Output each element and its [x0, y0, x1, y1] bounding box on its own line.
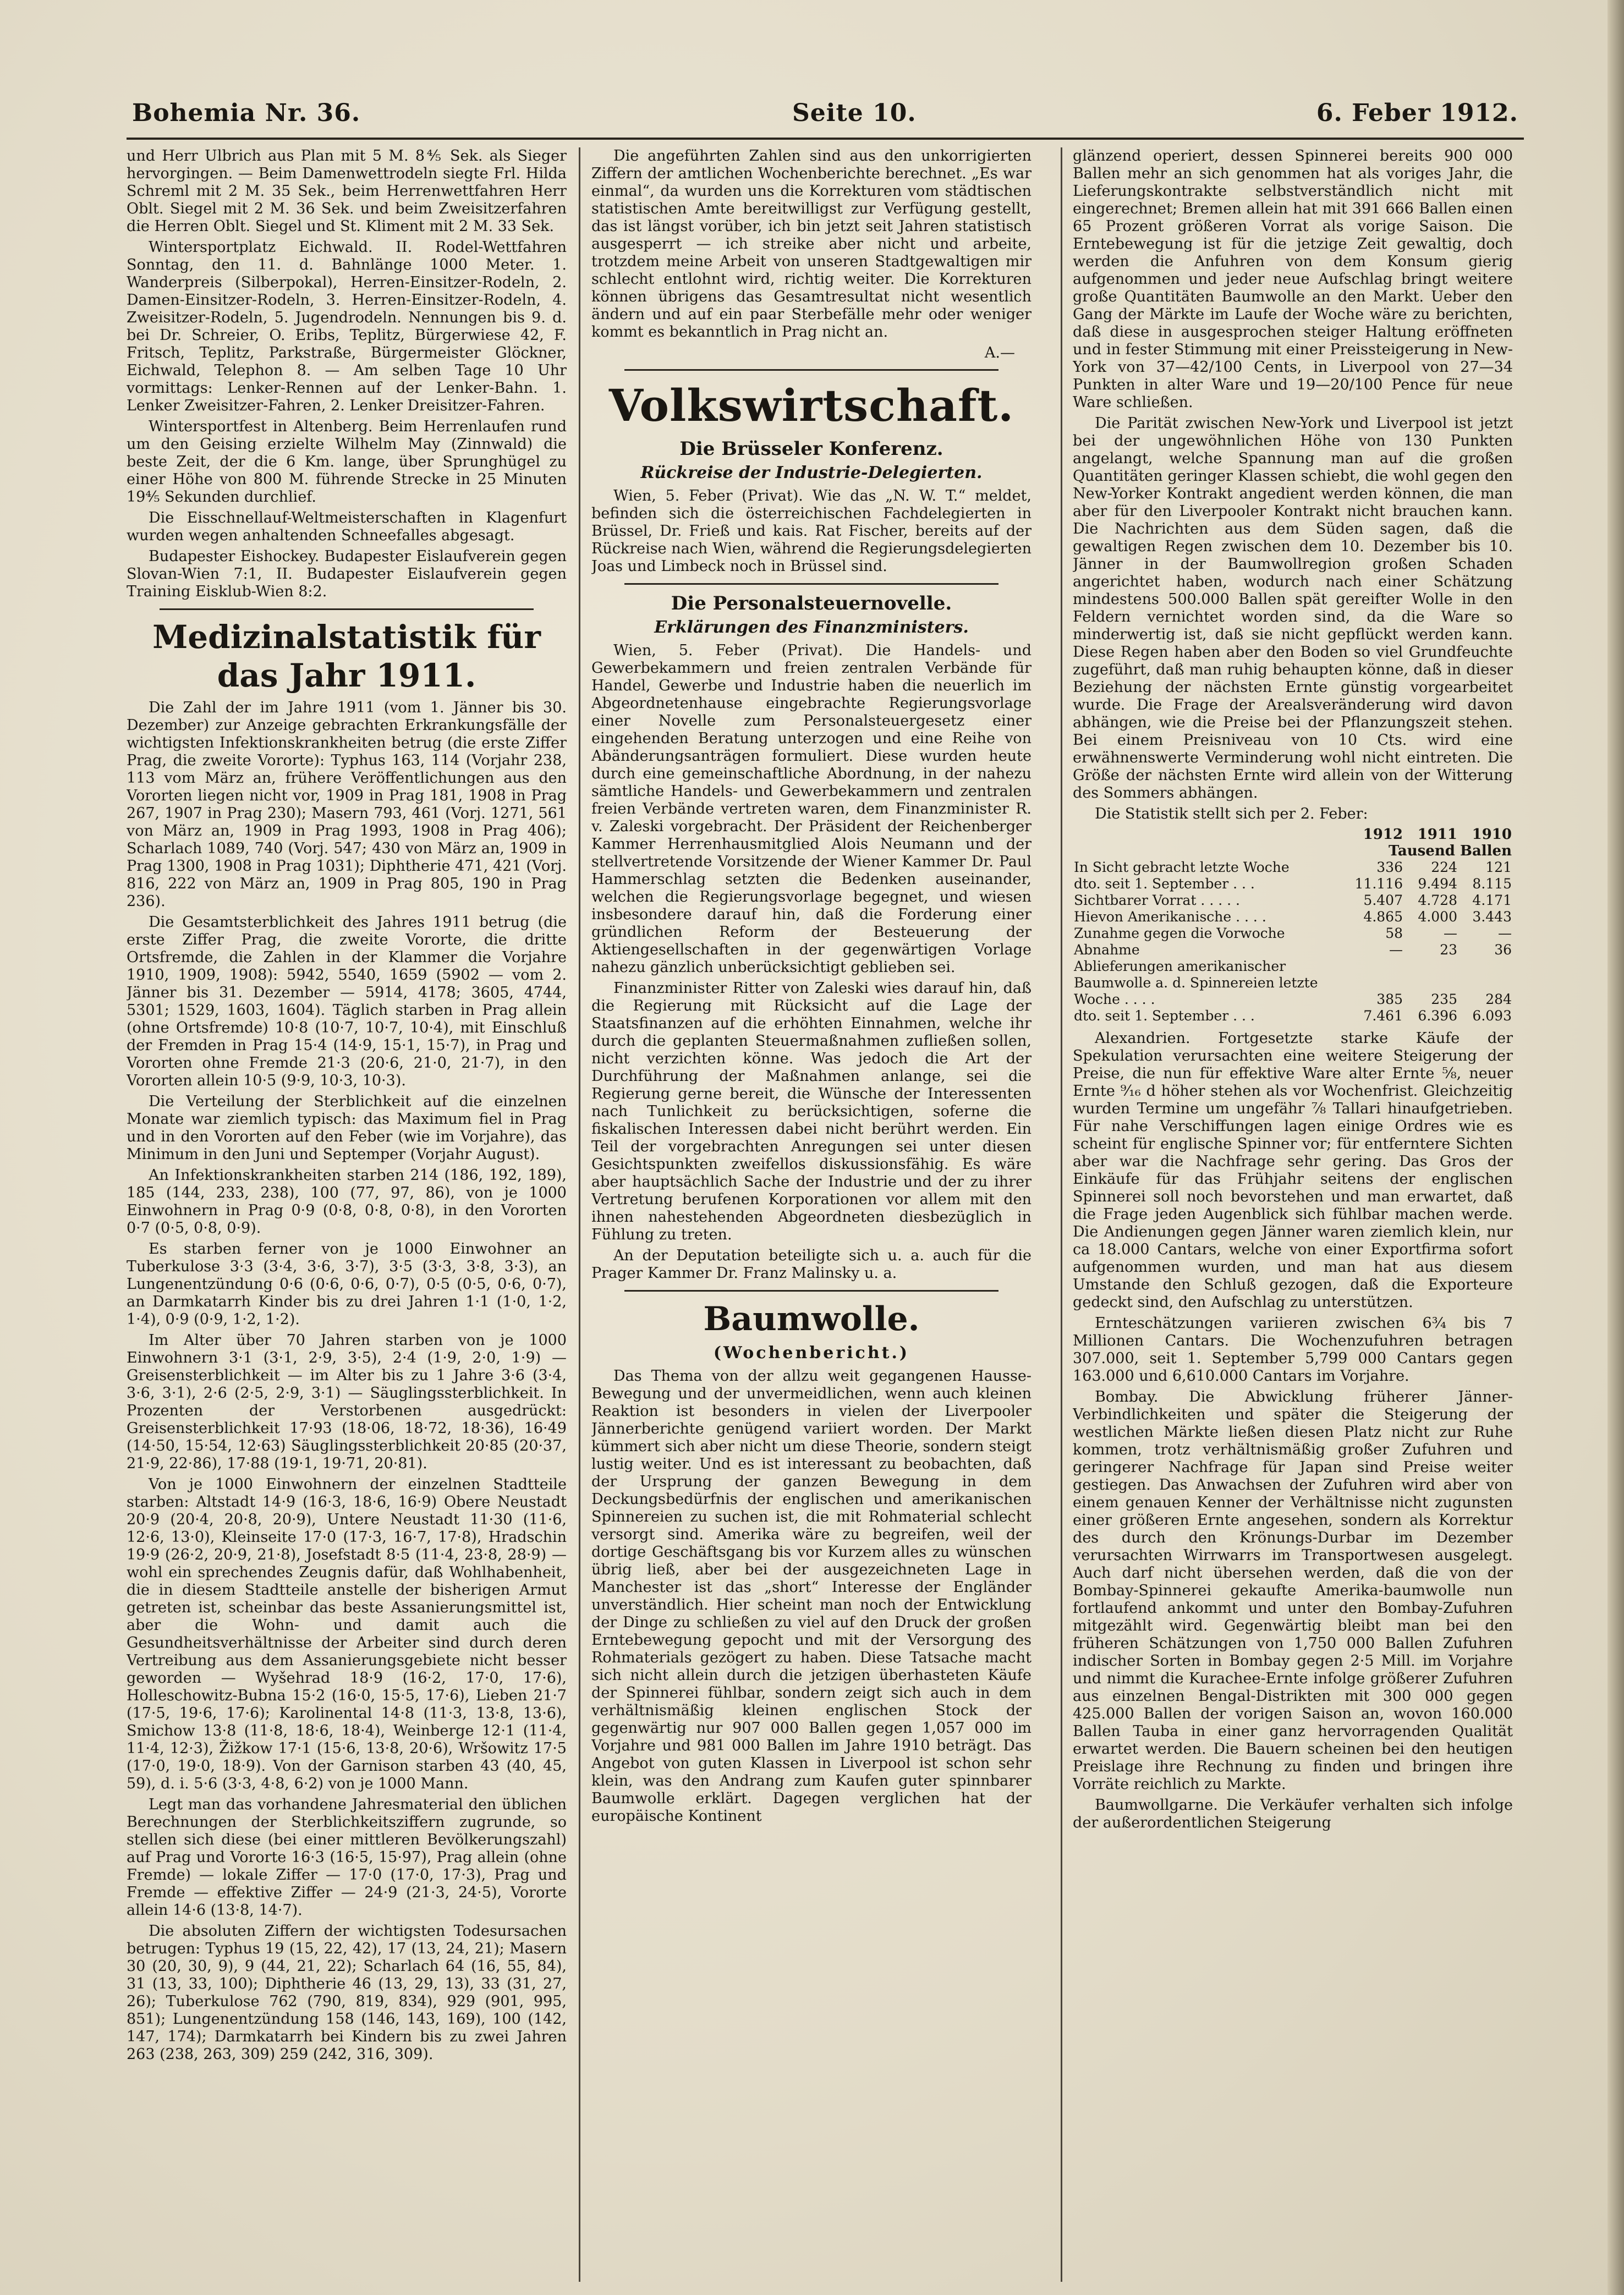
- cell-value: 23: [1440, 942, 1457, 958]
- cell-value: 4.171: [1472, 892, 1512, 908]
- article-paragraph: Wien, 5. Feber (Privat). Wie das „N. W. T.“ meldet, befinden sich die österreichischen Fachdelegierten in Brüssel, Dr. Frieß und kais. Rat Fischer, bereits auf der Rückreise nach Wien, während die Regierungsdelegierten Joas und Limbeck noch in Brüssel sind.: [591, 487, 1032, 575]
- table-row: [1073, 942, 1513, 958]
- column-3: [1073, 147, 1513, 2282]
- article-paragraph: Alexandrien. Fortgesetzte starke Käufe der Spekulation verursachten eine weitere Steigerung der Preise, die nun für effektive Ware alter Ernte ⅝, neuer Ernte ⁹⁄₁₆ d höher stehen als vor Wochenfrist. Gleichzeitig wurden Termine um ungefähr ⅞ Tallari hinaufgetrieben. Für nahe Verschiffungen lagen einige Ordres wie es scheint für englische Spinner vor; für entferntere Sichten aber war die Nachfrage sehr gering. Das Gros der Einkäufe für das Frühjahr seitens der englischen Spinnerei soll noch bevorstehen und man erwartet, daß die Frage jeden Augenblick sich fühlbar machen werde. Die Andienungen gegen Jänner waren ziemlich klein, nur ca 18.000 Cantars, welche von einer Exportfirma sofort aufgenommen wurden, und man hat aus diesem Umstande den Schluß gezogen, daß die Exporteure gedeckt sind, den Aufschlag zu unterstützen.: [1073, 1030, 1513, 1311]
- article-subtitle: (Wochenbericht.): [713, 1343, 910, 1363]
- article-paragraph: Die Verteilung der Sterblichkeit auf die einzelnen Monate war ziemlich typisch: das Maximum fiel in Prag und in den Vororten auf den Feber (wie im Vorjahre), das Minimum in den Juni und Septemper (Vorjahr August).: [127, 1093, 567, 1163]
- article-paragraph: Ernteschätzungen variieren zwischen 6¾ bis 7 Millionen Cantars. Die Wochenzufuhren betragen 307.000, seit 1. September 5,799 000 Cantars gegen 163.000 und 6,610.000 Cantars im Vorjahre.: [1073, 1315, 1513, 1385]
- sports-paragraph: Wintersportfest in Altenberg. Beim Herrenlaufen rund um den Geising erzielte Wilhelm May (Zinnwald) die beste Zeit, der die 6 Km. lange, über Sprunghügel zu einer Höhe von 800 M. führende Strecke in 25 Minuten 19⅘ Sekunden durchlief.: [127, 418, 567, 506]
- article-title-personalsteuernovelle: Die Personalsteuernovelle.: [671, 592, 952, 614]
- cell-value: —: [1444, 925, 1457, 941]
- article-paragraph: Baumwollgarne. Die Verkäufer verhalten sich infolge der außerordentlichen Steigerung: [1073, 1797, 1513, 1831]
- row-label: Sichtbarer Vorrat . . . . .: [1074, 892, 1240, 908]
- cell-value: 284: [1485, 991, 1512, 1007]
- author-signature: A.—: [984, 344, 1015, 361]
- cell-value: 4.728: [1418, 892, 1457, 908]
- article-paragraph: Im Alter über 70 Jahren starben von je 1000 Einwohnern 3·1 (3·1, 2·9, 3·5), 2·4 (1·9, 2·0, 1·9) — Greisensterblichkeit — im Alter bis zu 1 Jahre 3·6 (3·4, 3·6, 3·1), 2·6 (2·5, 2·9, 3·1) — Säuglingssterblichkeit. In Prozenten der Verstorbenen ausgedrückt: Greisensterblichkeit 17·93 (18·06, 18·72, 18·36), 16·49 (14·50, 15·54, 12·63) Säuglingssterblichkeit 20·85 (20·37, 21·9, 22·86), 17·88 (19·1, 19·71, 20·81).: [127, 1332, 567, 1472]
- sports-paragraph: Wintersportplatz Eichwald. II. Rodel-Wettfahren Sonntag, den 11. d. Bahnlänge 1000 Meter. 1. Wanderpreis (Silberpokal), Herren-Einsitzer-Rodeln, 2. Damen-Einsitzer-Rodeln, 3. Herren-Einsitzer-Rodeln, 4. Zweisitzer-Rodeln, 5. Jugendrodeln. Nennungen bis 9. d. bei Dr. Schreier, O. Eribs, Teplitz, Bürgerwiese 42, F. Fritsch, Teplitz, Parkstraße, Bürgermeister Glöckner, Eichwald, Telephon 8. — Am selben Tage 10 Uhr vormittags: Lenker-Rennen auf der Lenker-Bahn. 1. Lenker Zweisitzer-Fahren, 2. Lenker Dreisitzer-Fahren.: [127, 239, 567, 414]
- page-number: Seite 10.: [792, 99, 917, 127]
- cell-value: 4.000: [1418, 909, 1457, 925]
- stats-intro: Die Statistik stellt sich per 2. Feber:: [1095, 805, 1368, 822]
- cell-value: —: [1389, 942, 1403, 958]
- cell-value: 6.396: [1418, 1008, 1457, 1024]
- table-header-row: [1073, 826, 1513, 843]
- article-paragraph: Die Gesamtsterblichkeit des Jahres 1911 betrug (die erste Ziffer Prag, die zweite Vororte, die dritte Ortsfremde, die Zahlen in der Klammer die Vorjahre 1910, 1909, 1908): 5942, 5540, 1659 (5902 — vom 2. Jänner bis 31. Dezember — 5914, 4178; 3605, 4744, 5301; 1529, 1603, 1604). Täglich starben in Prag allein (ohne Ortsfremde) 10·8 (10·7, 10·7, 10·4), mit Einschluß der Fremden in Prag 15·4 (14·9, 15·1, 15·7), in Prag und Vororten ohne Fremde 21·3 (20·6, 21·0, 21·7), in den Vororten allein 10·5 (9·9, 10·3, 10·3).: [127, 914, 567, 1089]
- article-paragraph: Von je 1000 Einwohnern der einzelnen Stadtteile starben: Altstadt 14·9 (16·3, 18·6, 16·9) Obere Neustadt 20·9 (20·4, 20·8, 20·9), Untere Neustadt 11·30 (11·6, 12·6, 13·0), Kleinseite 17·0 (17·3, 16·7, 17·8), Hradschin 19·9 (26·2, 20·9, 21·8), Josefstadt 8·5 (11·4, 23·8, 28·9) — wohl ein sprechendes Zeugnis dafür, daß Wohlhabenheit, die in diesem Stadtteile anstelle der bisherigen Armut getreten ist, scheinbar das beste Assanierungsmittel ist, aber die Wohn- und damit auch die Gesundheitsverhältnisse der Arbeiter sind durch deren Vertreibung aus dem Assanierungsgebiete nicht besser geworden — Wyšehrad 18·9 (16·2, 17·0, 17·6), Holleschowitz-Bubna 15·2 (16·0, 15·5, 17·6), Lieben 21·7 (17·5, 19·6, 17·6); Karolinental 14·8 (11·3, 13·8, 13·6), Smichow 13·8 (11·8, 18·6, 18·4), Weinberge 12·1 (11·4, 11·4, 12·3), Žižkow 17·1 (15·6, 13·8, 20·6), Wršowitz 17·5 (17·0, 19·0, 18·9). Von der Garnison starben 43 (40, 45, 59), d. i. 5·6 (3·3, 4·8, 6·2) von je 1000 Mann.: [127, 1476, 567, 1792]
- cell-value: —: [1498, 925, 1512, 941]
- cell-value: 4.865: [1363, 909, 1403, 925]
- year-header: 1911: [1417, 826, 1457, 843]
- row-label: In Sicht gebracht letzte Woche: [1074, 859, 1290, 875]
- article-paragraph: glänzend operiert, dessen Spinnerei bereits 900 000 Ballen mehr an sich genommen hat als voriges Jahr, die Lieferungskontrakte selbstverständlich nicht mit eingerechnet; Bremen allein hat mit 391 666 Ballen einen 65 Prozent größeren Vorrat als vorige Saison. Die Erntebewegung ist für die jetzige Zeit gewaltig, doch werden die Anfuhren von dem Konsum gierig aufgenommen und jeder neue Aufschlag bringt weitere große Quantitäten Baumwolle an den Markt. Ueber den Gang der Märkte im Laufe der Woche wäre zu berichten, daß diese in ausgesprochen steiger Haltung eröffneten und in fester Stimmung mit einer Preissteigerung in New-York von 37—42/100 Cents, in Liverpool von 27—34 Punkten in alter Ware und 19—20/100 Pence für neue Ware schließen.: [1073, 147, 1513, 411]
- cotton-statistics-table: [1073, 826, 1513, 1024]
- row-label: Zunahme gegen die Vorwoche: [1074, 925, 1285, 941]
- row-label: dto. seit 1. September . . .: [1074, 1008, 1255, 1024]
- article-title-medizinalstatistik: Medizinalstatistik für das Jahr 1911.: [152, 618, 541, 694]
- article-paragraph: Das Thema von der allzu weit gegangenen Hausse-Bewegung und der unvermeidlichen, wenn auch kleinen Reaktion ist besonders in vielen der Liverpooler Jännerberichte genügend variiert worden. Der Markt kümmert sich aber nicht um diese Theorie, sondern steigt lustig weiter. Und es ist interessant zu beobachten, daß der Ursprung der ganzen Bewegung in dem Deckungsbedürfnis der englischen und amerikanischen Spinnereien zu suchen ist, die mit Rohmaterial schlecht versorgt sind. Amerika wäre zu begreifen, weil der dortige Geschäftsgang bis vor Kurzem alles zu wünschen übrig ließ, aber bei der ausgezeichneten Lage in Manchester ist das „short“ Interesse der Engländer unverständlich. Hier scheint man noch der Entwicklung der Dinge zu schließen zu viel auf den Druck der großen Erntebewegung gepocht und mit der Versorgung des Rohmaterials gezögert zu haben. Diese Tatsache macht sich nicht allein durch die jetzigen überhasteten Käufe der Spinnerei fühlbar, sondern zeigt sich auch in dem verhältnismäßig kleinen englischen Stock der gegenwärtig nur 907 000 Ballen gegen 1,057 000 im Vorjahre und 981 000 Ballen im Jahre 1910 beträgt. Das Angebot von guten Klassen in Liverpool ist schon sehr klein, was den Andrang zum Kaufen guter spinnbarer Baumwolle erklärt. Dagegen verglichen hat der europäische Kontinent: [591, 1368, 1032, 1825]
- table-row: [1073, 859, 1513, 876]
- cell-value: 3.443: [1472, 909, 1512, 925]
- article-divider: [624, 583, 998, 585]
- table-row: [1073, 925, 1513, 942]
- table-row: [1073, 958, 1513, 1008]
- table-unit: Tausend Ballen: [1389, 843, 1512, 859]
- cell-value: 36: [1494, 942, 1512, 958]
- cell-value: 224: [1431, 859, 1457, 875]
- article-paragraph: Die angeführten Zahlen sind aus den unkorrigierten Ziffern der amtlichen Wochenberichte berechnet. „Es war einmal“, da wurden uns die Korrekturen vom städtischen statistischen Amte bereitwilligst zur Verfügung gestellt, das ist längst vorüber, ich bin jetzt seit Jahren statistisch ausgesperrt — ich streike aber nicht und arbeite, trotzdem meine Arbeit von unseren Stadtgewaltigen mir schlecht entlohnt wird, richtig weiter. Die Korrekturen können übrigens das Gesamtresultat nicht wesentlich ändern und auf ein paar Sterbefälle mehr oder weniger kommt es bekanntlich in Prag nicht an.: [591, 147, 1032, 341]
- cell-value: 5.407: [1363, 892, 1403, 908]
- article-divider: [160, 608, 534, 610]
- article-paragraph: Legt man das vorhandene Jahresmaterial den üblichen Berechnungen der Sterblichkeitsziffern zugrunde, so stellen sich diese (bei einer mittleren Bevölkerungszahl) auf Prag und Vororte 16·3 (16·5, 15·97), Prag allein (ohne Fremde) — lokale Ziffer — 17·0 (17·0, 17·3), Prag und Fremde — effektive Ziffer — 24·9 (21·3, 24·5), Vororte allein 14·6 (13·8, 14·7).: [127, 1796, 567, 1919]
- row-label: Hievon Amerikanische . . . .: [1074, 909, 1266, 925]
- cell-value: 121: [1485, 859, 1512, 875]
- column-divider-2: [1061, 147, 1062, 2282]
- article-title-baumwolle: Baumwolle.: [703, 1300, 920, 1338]
- article-paragraph: An der Deputation beteiligte sich u. a. auch für die Prager Kammer Dr. Franz Malinsky u. a.: [591, 1247, 1032, 1282]
- article-paragraph: Die Parität zwischen New-York und Liverpool ist jetzt bei der ungewöhnlichen Höhe von 130 Punkten angelangt, welche Spannung man auf die großen Quantitäten geringer Klassen schiebt, die wohl gegen den New-Yorker Kontrakt angedient werden können, die man aber für den Liverpooler Kontrakt nicht brauchen kann. Die Nachrichten aus dem Süden sagen, daß die gewaltigen Regen zwischen dem 10. Dezember bis 10. Jänner in der Baumwollregion großen Schaden angerichtet haben, wodurch nach einer Schätzung mindestens 500.000 Ballen spät gereifter Wolle in den Feldern vernichtet worden sind, da die Ware so minderwertig ist, daß sie nicht gepflückt werden kann. Diese Regen haben aber den Boden so viel Grundfeuchte zugeführt, daß man ruhig behaupten könne, daß in dieser Beziehung der nächsten Ernte günstig vorgearbeitet wurde. Die Frage der Arealsveränderung wird davon abhängen, wie die Preise bei der Pflanzungszeit stehen. Bei einem Preisniveau von 10 Cts. wird eine erwähnenswerte Verminderung wohl nicht eintreten. Die Größe der nächsten Ernte wird allein von der Witterung des Sommers abhängen.: [1073, 415, 1513, 801]
- article-subtitle: Erklärungen des Finanzministers.: [654, 618, 969, 637]
- sports-paragraph: und Herr Ulbrich aus Plan mit 5 M. 8⅘ Sek. als Sieger hervorgingen. — Beim Damenwettrodeln siegte Frl. Hilda Schreml mit 2 M. 35 Sek., beim Herrenwettfahren Herr Oblt. Siegel mit 2 M. 36 Sek. und beim Zweisitzerfahren die Herren Oblt. Siegel und St. Kliment mit 2 M. 33 Sek.: [127, 147, 567, 235]
- article-paragraph: Die absoluten Ziffern der wichtigsten Todesursachen betrugen: Typhus 19 (15, 22, 42), 17 (13, 24, 21); Masern 30 (20, 30, 9), 9 (44, 21, 22); Scharlach 64 (16, 55, 84), 31 (13, 33, 100); Diphtherie 46 (13, 29, 13), 33 (31, 27, 26); Tuberkulose 762 (790, 819, 834), 929 (901, 995, 851); Lungenentzündung 158 (146, 143, 169), 100 (142, 147, 174); Darmkatarrh bei Kindern bis zu zwei Jahren 263 (238, 263, 309) 259 (242, 316, 309).: [127, 1923, 567, 2063]
- header-rule: [127, 138, 1524, 140]
- article-paragraph: Es starben ferner von je 1000 Einwohner an Tuberkulose 3·3 (3·4, 3·6, 3·7), 3·5 (3·3, 3·8, 3·3), an Lungenentzündung 0·6 (0·6, 0·6, 0·7), 0·5 (0·5, 0·6, 0·7), an Darmkatarrh Kinder bis zu drei Jahren 1·1 (1·0, 1·2, 1·4), 0·9 (0·9, 1·2, 1·2).: [127, 1240, 567, 1328]
- cell-value: 11.116: [1354, 876, 1403, 892]
- cell-value: 9.494: [1418, 876, 1457, 892]
- article-paragraph: Finanzminister Ritter von Zaleski wies darauf hin, daß die Regierung mit Rücksicht auf die Lage der Staatsfinanzen auf die erhöhten Einnahmen, welche ihr durch die geplanten Steuermaßnahmen zufließen sollen, nicht verzichten könne. Was jedoch die Art der Durchführung der Maßnahmen anlange, sei die Regierung gerne bereit, die Wünsche der Interessenten nach Tunlichkeit zu berücksichtigen, soferne die fiskalischen Interessen dabei nicht berührt werden. Ein Teil der vorgebrachten Anregungen sei unter diesen Gesichtspunkten zweifellos diskussionsfähig. Es wäre aber hauptsächlich Sache der Industrie und der zu ihrer Vertretung berufenen Korporationen vor allem mit den ihnen nahestehenden Abgeordneten diesbezüglich in Fühlung zu treten.: [591, 980, 1032, 1243]
- table-row: [1073, 909, 1513, 925]
- row-label: Ablieferungen amerikanischer Baumwolle a. d. Spinnereien letzte Woche . . . .: [1074, 958, 1318, 1007]
- cell-value: 336: [1376, 859, 1403, 875]
- row-label: dto. seit 1. September . . .: [1074, 876, 1255, 892]
- cell-value: 58: [1385, 925, 1403, 941]
- page-edge-shadow: [1607, 0, 1624, 2295]
- column-divider-1: [579, 147, 580, 2282]
- table-row: [1073, 892, 1513, 909]
- article-paragraph: Bombay. Die Abwicklung früherer Jänner-Verbindlichkeiten und später die Steigerung der westlichen Märkte ließen diesen Platz nicht zur Ruhe kommen, trotz verhältnismäßig großer Zufuhren und geringerer Nachfrage für Japan sind Preise weiter gestiegen. Das Anwachsen der Zufuhren wird aber von einem genauen Kenner der Verhältnisse nicht zugunsten einer größeren Ernte angesehen, sondern als Korrektur des durch den Krönungs-Durbar im Dezember verursachten Wirrwarrs im Transportwesen ausgelegt. Auch darf nicht übersehen werden, daß die von der Bombay-Spinnerei gekaufte Amerika-baumwolle nun fortlaufend ankommt und unter den Bombay-Zufuhren mitgezählt wird. Gegenwärtig bleibt man bei den früheren Schätzungen von 1,750 000 Ballen Zufuhren indischer Sorten in Bombay gegen 2·5 Mill. im Vorjahre und nimmt die Kurachee-Ernte infolge größerer Zufuhren aus einzelnen Bengal-Distrikten mit 300 000 gegen 425.000 Ballen der vorigen Saison an, wovon 160.000 Ballen Tauba in einer ganz hervorragenden Qualität erwartet werden. Die Bauern scheinen bei den heutigen Preislage ihre Rechnung zu finden und bringen ihre Vorräte reichlich zu Markte.: [1073, 1388, 1513, 1793]
- cell-value: 385: [1376, 991, 1403, 1007]
- page-header: [132, 99, 1518, 132]
- year-header: 1910: [1472, 826, 1512, 843]
- column-2: [591, 147, 1032, 2282]
- table-row: [1073, 876, 1513, 892]
- article-paragraph: Wien, 5. Feber (Privat). Die Handels- und Gewerbekammern und freien zentralen Verbände für Handel, Gewerbe und Industrie haben die neuerlich im Abgeordnetenhause eingebrachte Regierungsvorlage einer Novelle zum Personalsteuergesetz einer eingehenden Beratung unterzogen und eine Reihe von Abänderungsanträgen formuliert. Diese wurden heute durch eine gemeinschaftliche Abordnung, in der nahezu sämtliche Handels- und Gewerbekammern und zentralen freien Verbände vertreten waren, dem Finanzminister R. v. Zaleski vorgebracht. Der Präsident der Reichenberger Kammer Herrenhausmitglied Alois Neumann und der stellvertretende Vorsitzende der Wiener Kammer Dr. Paul Hammerschlag setzten die Bedenken auseinander, welchen die Regierungsvorlage begegnet, und wiesen insbesondere darauf hin, daß die Forderung einer gründlichen Reform der Besteuerung der Aktiengesellschaften in der gegenwärtigen Vorlage nahezu gänzlich unberücksichtigt geblieben sei.: [591, 642, 1032, 976]
- article-divider: [624, 1290, 998, 1292]
- article-title-bruesseler-konferenz: Die Brüsseler Konferenz.: [679, 438, 943, 460]
- section-divider: [624, 369, 998, 371]
- issue-date: 6. Feber 1912.: [1316, 99, 1518, 127]
- sports-paragraph: Budapester Eishockey. Budapester Eislaufverein gegen Slovan-Wien 7:1, II. Budapester Eislaufverein gegen Training Eisklub-Wien 8:2.: [127, 548, 567, 600]
- cell-value: 8.115: [1472, 876, 1512, 892]
- row-label: Abnahme: [1074, 942, 1140, 958]
- article-paragraph: An Infektionskrankheiten starben 214 (186, 192, 189), 185 (144, 233, 238), 100 (77, 97, 86), von je 1000 Einwohnern in Prag 0·9 (0·8, 0·8, 0·8), in den Vororten 0·7 (0·5, 0·8, 0·9).: [127, 1167, 567, 1237]
- table-row: [1073, 1008, 1513, 1024]
- article-subtitle: Rückreise der Industrie-Delegierten.: [640, 463, 983, 482]
- column-1: [127, 147, 567, 2282]
- cell-value: 7.461: [1363, 1008, 1403, 1024]
- masthead-issue: Bohemia Nr. 36.: [132, 99, 361, 127]
- sports-paragraph: Die Eisschnellauf-Weltmeisterschaften in Klagenfurt wurden wegen anhaltenden Schneefalles abgesagt.: [127, 509, 567, 544]
- article-paragraph: Die Zahl der im Jahre 1911 (vom 1. Jänner bis 30. Dezember) zur Anzeige gebrachten Erkrankungsfälle der wichtigsten Infektionskrankheiten betrug (die erste Ziffer Prag, die zweite Vororte): Typhus 163, 114 (Vorjahr 238, 113 vom März an, frühere Veröffentlichungen aus den Vororten liegen nicht vor, 1909 in Prag 181, 1908 in Prag 267, 1907 in Prag 230); Masern 793, 461 (Vorj. 1271, 561 von März an, 1909 in Prag 1993, 1908 in Prag 406); Scharlach 1089, 740 (Vorj. 547; 430 von März an, 1909 in Prag 1300, 1908 in Prag 1031); Diphtherie 471, 421 (Vorj. 816, 222 von März an, 1909 in Prag 805, 190 in Prag 236).: [127, 699, 567, 910]
- section-title-volkswirtschaft: Volkswirtschaft.: [608, 380, 1014, 431]
- year-header: 1912: [1363, 826, 1403, 843]
- cell-value: 235: [1431, 991, 1457, 1007]
- cell-value: 6.093: [1472, 1008, 1512, 1024]
